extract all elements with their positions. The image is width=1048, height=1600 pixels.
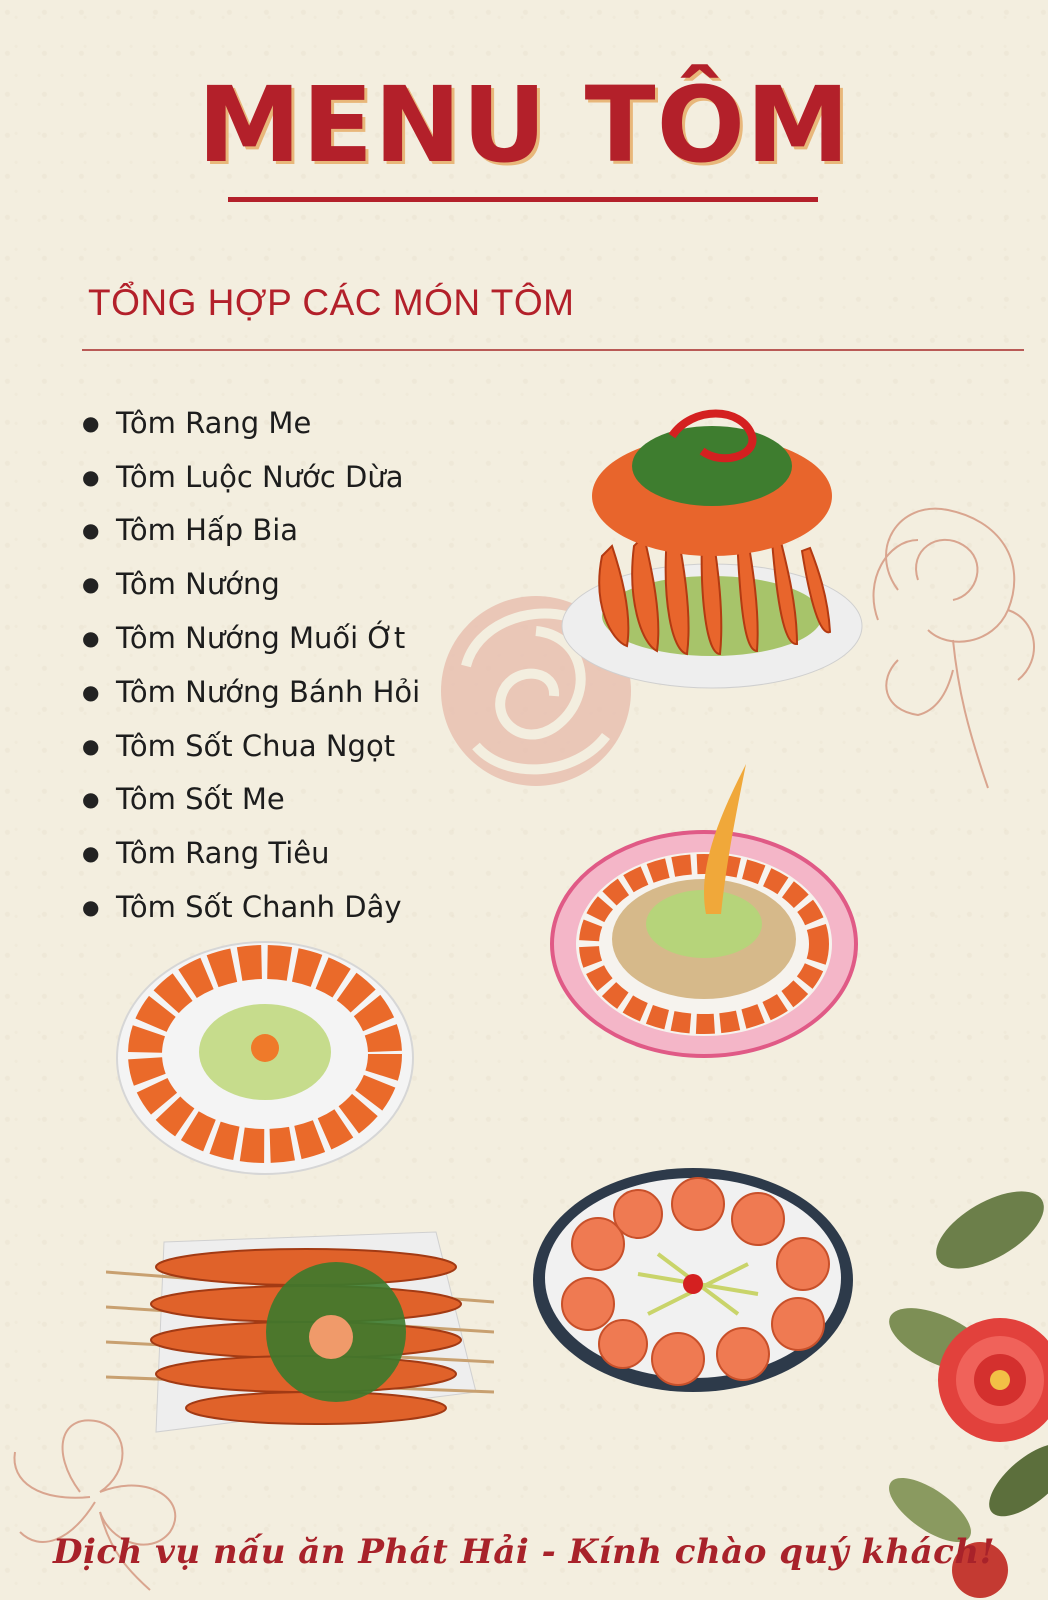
bullet-icon: ● bbox=[82, 895, 100, 920]
menu-item bbox=[82, 719, 420, 773]
bullet-icon: ● bbox=[82, 572, 100, 597]
bullet-icon: ● bbox=[82, 626, 100, 651]
page-title: MENU TÔM bbox=[197, 64, 851, 186]
section-divider bbox=[82, 349, 1024, 351]
title-underline bbox=[228, 197, 818, 202]
menu-item bbox=[82, 611, 420, 665]
bullet-icon: ● bbox=[82, 679, 100, 704]
menu-list bbox=[82, 396, 420, 934]
menu-item-label: Tôm Hấp Bia bbox=[116, 513, 299, 548]
menu-item-label: Tôm Nướng bbox=[116, 567, 280, 602]
menu-item-label: Tôm Nướng Bánh Hỏi bbox=[116, 674, 421, 709]
menu-item-label: Tôm Sốt Chanh Dây bbox=[116, 890, 402, 925]
menu-item bbox=[82, 880, 420, 934]
menu-item bbox=[82, 773, 420, 827]
bullet-icon: ● bbox=[82, 787, 100, 812]
dish-shrimp-flower-plate-image bbox=[546, 744, 862, 1064]
rose-lineart-right bbox=[858, 470, 1048, 790]
menu-item bbox=[82, 557, 420, 611]
dish-grilled-shrimp-skewers-image bbox=[106, 1212, 494, 1442]
menu-item bbox=[82, 665, 420, 719]
section-subtitle: TỔNG HỢP CÁC MÓN TÔM bbox=[88, 282, 575, 323]
menu-item bbox=[82, 396, 420, 450]
bullet-icon: ● bbox=[82, 733, 100, 758]
menu-item bbox=[82, 504, 420, 558]
menu-item-label: Tôm Rang Tiêu bbox=[116, 836, 330, 871]
bullet-icon: ● bbox=[82, 518, 100, 543]
menu-item bbox=[82, 450, 420, 504]
menu-item-label: Tôm Sốt Me bbox=[116, 782, 285, 817]
bullet-icon: ● bbox=[82, 410, 100, 435]
bullet-icon: ● bbox=[82, 841, 100, 866]
dish-shrimp-ring-plate-image bbox=[112, 936, 418, 1180]
menu-item bbox=[82, 826, 420, 880]
footer-greeting: Dịch vụ nấu ăn Phát Hải - Kính chào quý khách! bbox=[52, 1532, 996, 1572]
dish-boiled-shrimp-bowl-image bbox=[528, 1164, 858, 1396]
menu-item-label: Tôm Sốt Chua Ngọt bbox=[116, 728, 396, 763]
menu-item-label: Tôm Rang Me bbox=[116, 405, 312, 440]
dish-shrimp-tower-image bbox=[552, 396, 872, 696]
menu-item-label: Tôm Nướng Muối Ớt bbox=[116, 621, 406, 656]
menu-item-label: Tôm Luộc Nước Dừa bbox=[116, 459, 404, 494]
bullet-icon: ● bbox=[82, 464, 100, 489]
